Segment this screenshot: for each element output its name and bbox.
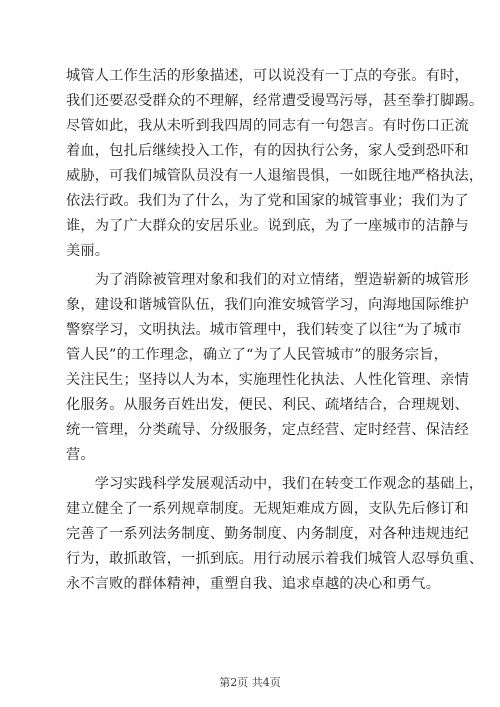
document-body xyxy=(66,64,484,597)
paragraph-1 xyxy=(66,64,484,264)
text-line: 威胁，可我们城管队员没有一人退缩畏惧，一如既往地严格执法， xyxy=(66,168,484,184)
text-line: 尽管如此，我从未听到我四周的同志有一句怨言。有时伤口正流 xyxy=(66,118,469,134)
text-line: 统一管理，分类疏导、分级服务，定点经营、定时经营、保洁经 xyxy=(66,422,469,438)
text-line: 完善了一系列法务制度、勤务制度、内务制度，对各种违规违纪 xyxy=(66,526,469,542)
text-line: 警察学习，文明执法。城市管理中，我们转变了以往“为了城市 xyxy=(66,322,462,338)
text-line: 管人民”的工作理念，确立了“为了人民管城市”的服务宗旨， xyxy=(66,347,449,363)
text-line: 营。 xyxy=(66,447,95,463)
text-line: 我们还要忍受群众的不理解，经常遭受谩骂污辱，甚至拳打脚踢。 xyxy=(66,93,484,109)
text-line: 为了消除被管理对象和我们的对立情绪，塑造崭新的城管形 xyxy=(66,272,469,288)
text-line: 象，建设和谐城管队伍，我们向淮安城管学习，向海地国际维护 xyxy=(66,297,469,313)
text-line: 建立健全了一系列规章制度。无规矩难成方圆，支队先后修订和 xyxy=(66,501,469,517)
text-line: 着血，包扎后继续投入工作，有的因执行公务，家人受到恐吓和 xyxy=(66,143,469,159)
paragraph-3 xyxy=(66,472,484,597)
text-line: 化服务。从服务百姓出发，便民、利民、疏堵结合，合理规划、 xyxy=(66,397,469,413)
text-line: 永不言败的群体精神，重塑自我、追求卓越的决心和勇气。 xyxy=(66,576,441,592)
text-line: 谁，为了广大群众的安居乐业。说到底，为了一座城市的洁静与 xyxy=(66,218,469,234)
text-line: 行为，敢抓敢管，一抓到底。用行动展示着我们城管人忍辱负重、 xyxy=(66,551,484,567)
paragraph-2 xyxy=(66,268,469,468)
page-number-footer: 第2页 共4页 xyxy=(219,676,281,689)
text-line: 城管人工作生活的形象描述，可以说没有一丁点的夸张。有时， xyxy=(66,68,469,84)
text-line: 依法行政。我们为了什么，为了党和国家的城管事业；我们为了 xyxy=(66,193,469,209)
text-line: 美丽。 xyxy=(66,243,110,259)
text-line: 学习实践科学发展观活动中，我们在转变工作观念的基础上， xyxy=(66,476,484,492)
text-line: 关注民生；坚持以人为本，实施理性化执法、人性化管理、亲情 xyxy=(66,372,469,388)
